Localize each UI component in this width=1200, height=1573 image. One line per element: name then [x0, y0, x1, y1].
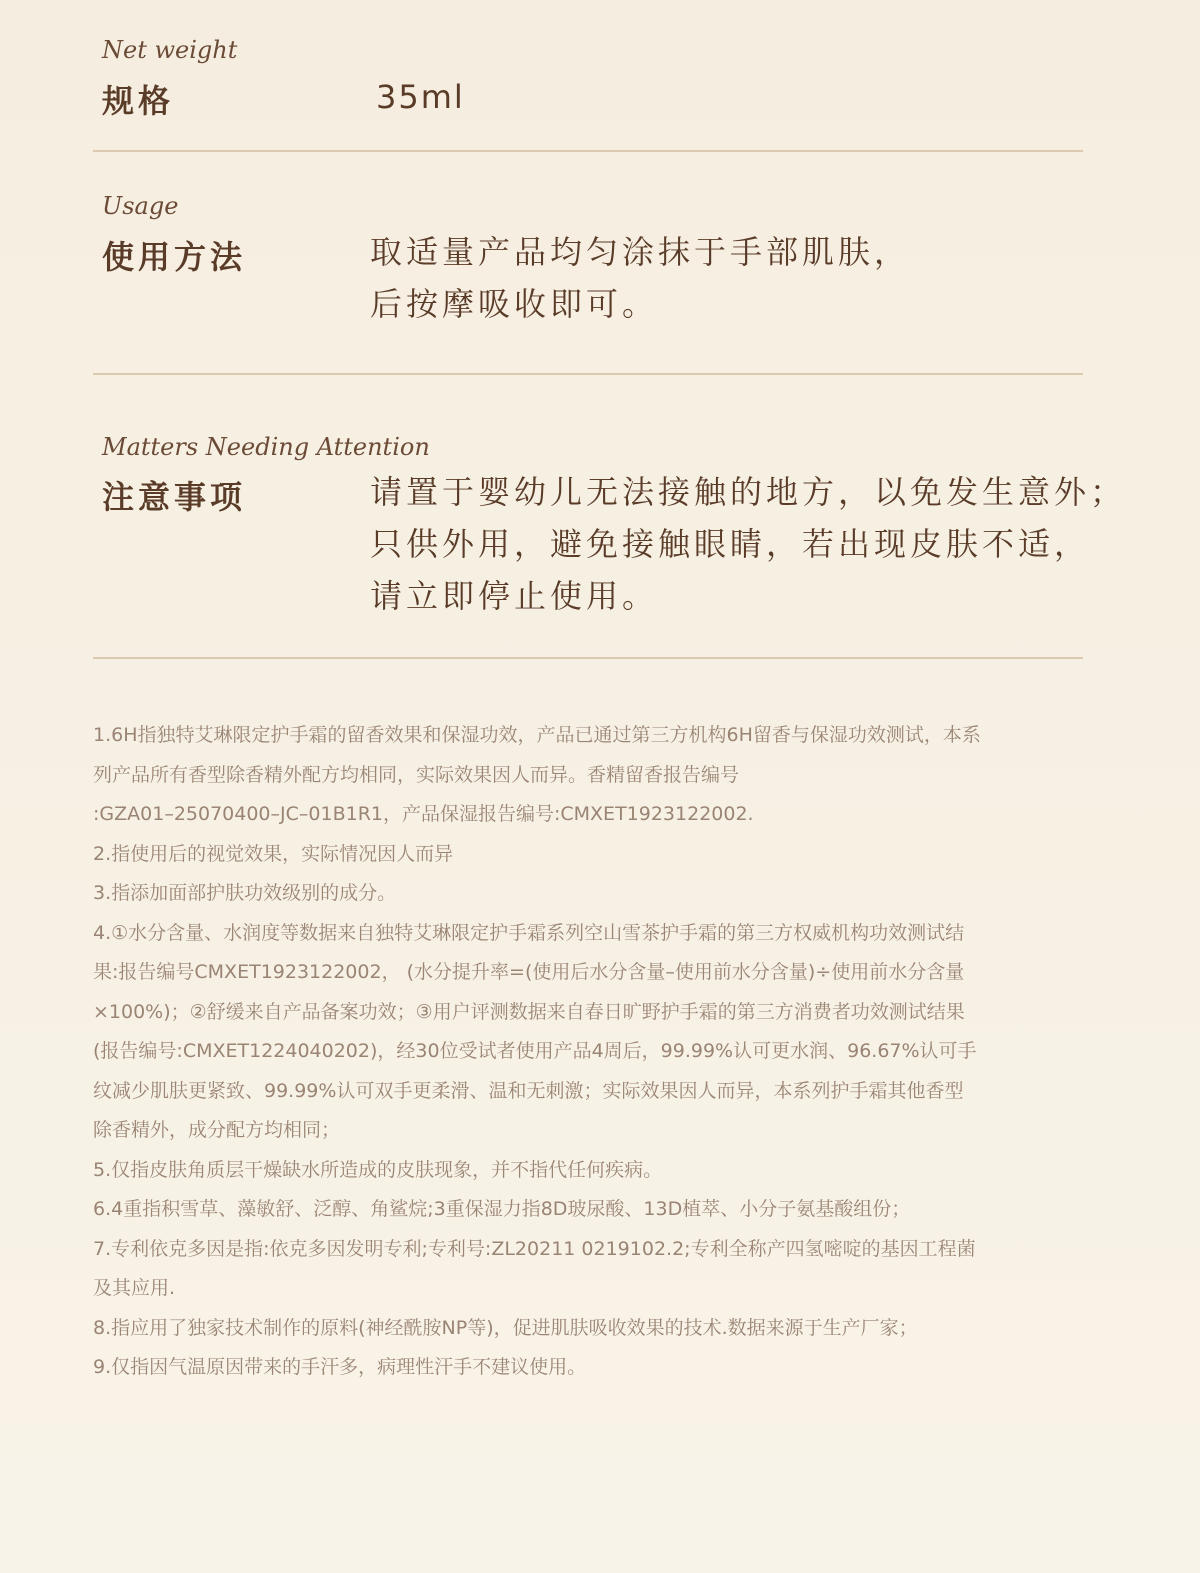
footnote-line: 纹减少肌肤更紧致、99.99%认可双手更柔滑、温和无刺激；实际效果因人而异，本系列护手霜其他香型 — [93, 1079, 964, 1102]
divider — [93, 373, 1083, 375]
footnote-line: 9.仅指因气温原因带来的手汗多，病理性汗手不建议使用。 — [93, 1356, 587, 1378]
footnote-line: 5.仅指皮肤角质层干燥缺水所造成的皮肤现象，并不指代任何疾病。 — [93, 1158, 663, 1181]
usage-en-label: Usage — [102, 192, 179, 220]
usage-line: 后按摩吸收即可。 — [370, 285, 659, 323]
footnote-line: 及其应用. — [93, 1277, 176, 1299]
footnote-line: 果:报告编号CMXET1923122002， (水分提升率=(使用后水分含量–使用前水分含量)÷使用前水分含量 — [93, 961, 965, 983]
spec-cn-label: 规格 — [102, 82, 175, 120]
divider — [93, 150, 1083, 152]
attention-line: 请立即停止使用。 — [370, 577, 659, 615]
footnote-line: (报告编号:CMXET1224040202)，经30位受试者使用产品4周后，99.99%认可更水润、96.67%认可手 — [93, 1040, 977, 1062]
usage-line: 取适量产品均匀涂抹于手部肌肤， — [370, 233, 911, 271]
footnote-line: 4.①水分含量、水润度等数据来自独特艾琳限定护手霜系列空山雪茶护手霜的第三方权威机构功效测试结 — [93, 921, 965, 944]
usage-cn-label: 使用方法 — [102, 238, 247, 276]
footnote-line: 6.4重指积雪草、藻敏舒、泛醇、角鲨烷;3重保湿力指8D玻尿酸、13D植萃、小分子氨基酸组份； — [93, 1198, 911, 1220]
footnote-line: 7.专利依克多因是指:依克多因发明专利;专利号:ZL20211 0219102.2;专利全称产四氢嘧啶的基因工程菌 — [93, 1237, 976, 1260]
footnote-line: 2.指使用后的视觉效果，实际情况因人而异 — [93, 842, 454, 865]
spec-value: 35ml — [376, 78, 465, 116]
divider — [93, 657, 1083, 659]
attention-en-label: Matters Needing Attention — [102, 433, 430, 461]
footnote-line: 8.指应用了独家技术制作的原料(神经酰胺NP等)，促进肌肤吸收效果的技术.数据来源于生产厂家； — [93, 1316, 918, 1339]
attention-cn-label: 注意事项 — [102, 478, 247, 516]
attention-line: 只供外用，避免接触眼睛，若出现皮肤不适， — [370, 525, 1091, 563]
footnote-line: 除香精外，成分配方均相同； — [93, 1119, 341, 1141]
footnote-line: :GZA01–25070400–JC–01B1R1，产品保湿报告编号:CMXET1923122002. — [93, 803, 754, 825]
usage-text — [370, 226, 910, 330]
footnote-line: ×100%)；②舒缓来自产品备案功效；③用户评测数据来自春日旷野护手霜的第三方消费者功效测试结果 — [93, 1000, 965, 1023]
attention-line: 请置于婴幼儿无法接触的地方，以免发生意外； — [370, 473, 1127, 511]
footnote-line: 列产品所有香型除香精外配方均相同，实际效果因人而异。香精留香报告编号 — [93, 763, 740, 786]
footnote-line: 1.6H指独特艾琳限定护手霜的留香效果和保湿功效，产品已通过第三方机构6H留香与保湿功效测试，本系 — [93, 724, 981, 746]
footnotes — [93, 716, 1153, 1388]
footnote-line: 3.指添加面部护肤功效级别的成分。 — [93, 882, 397, 904]
attention-text — [370, 466, 1126, 622]
spec-en-label: Net weight — [102, 36, 238, 64]
